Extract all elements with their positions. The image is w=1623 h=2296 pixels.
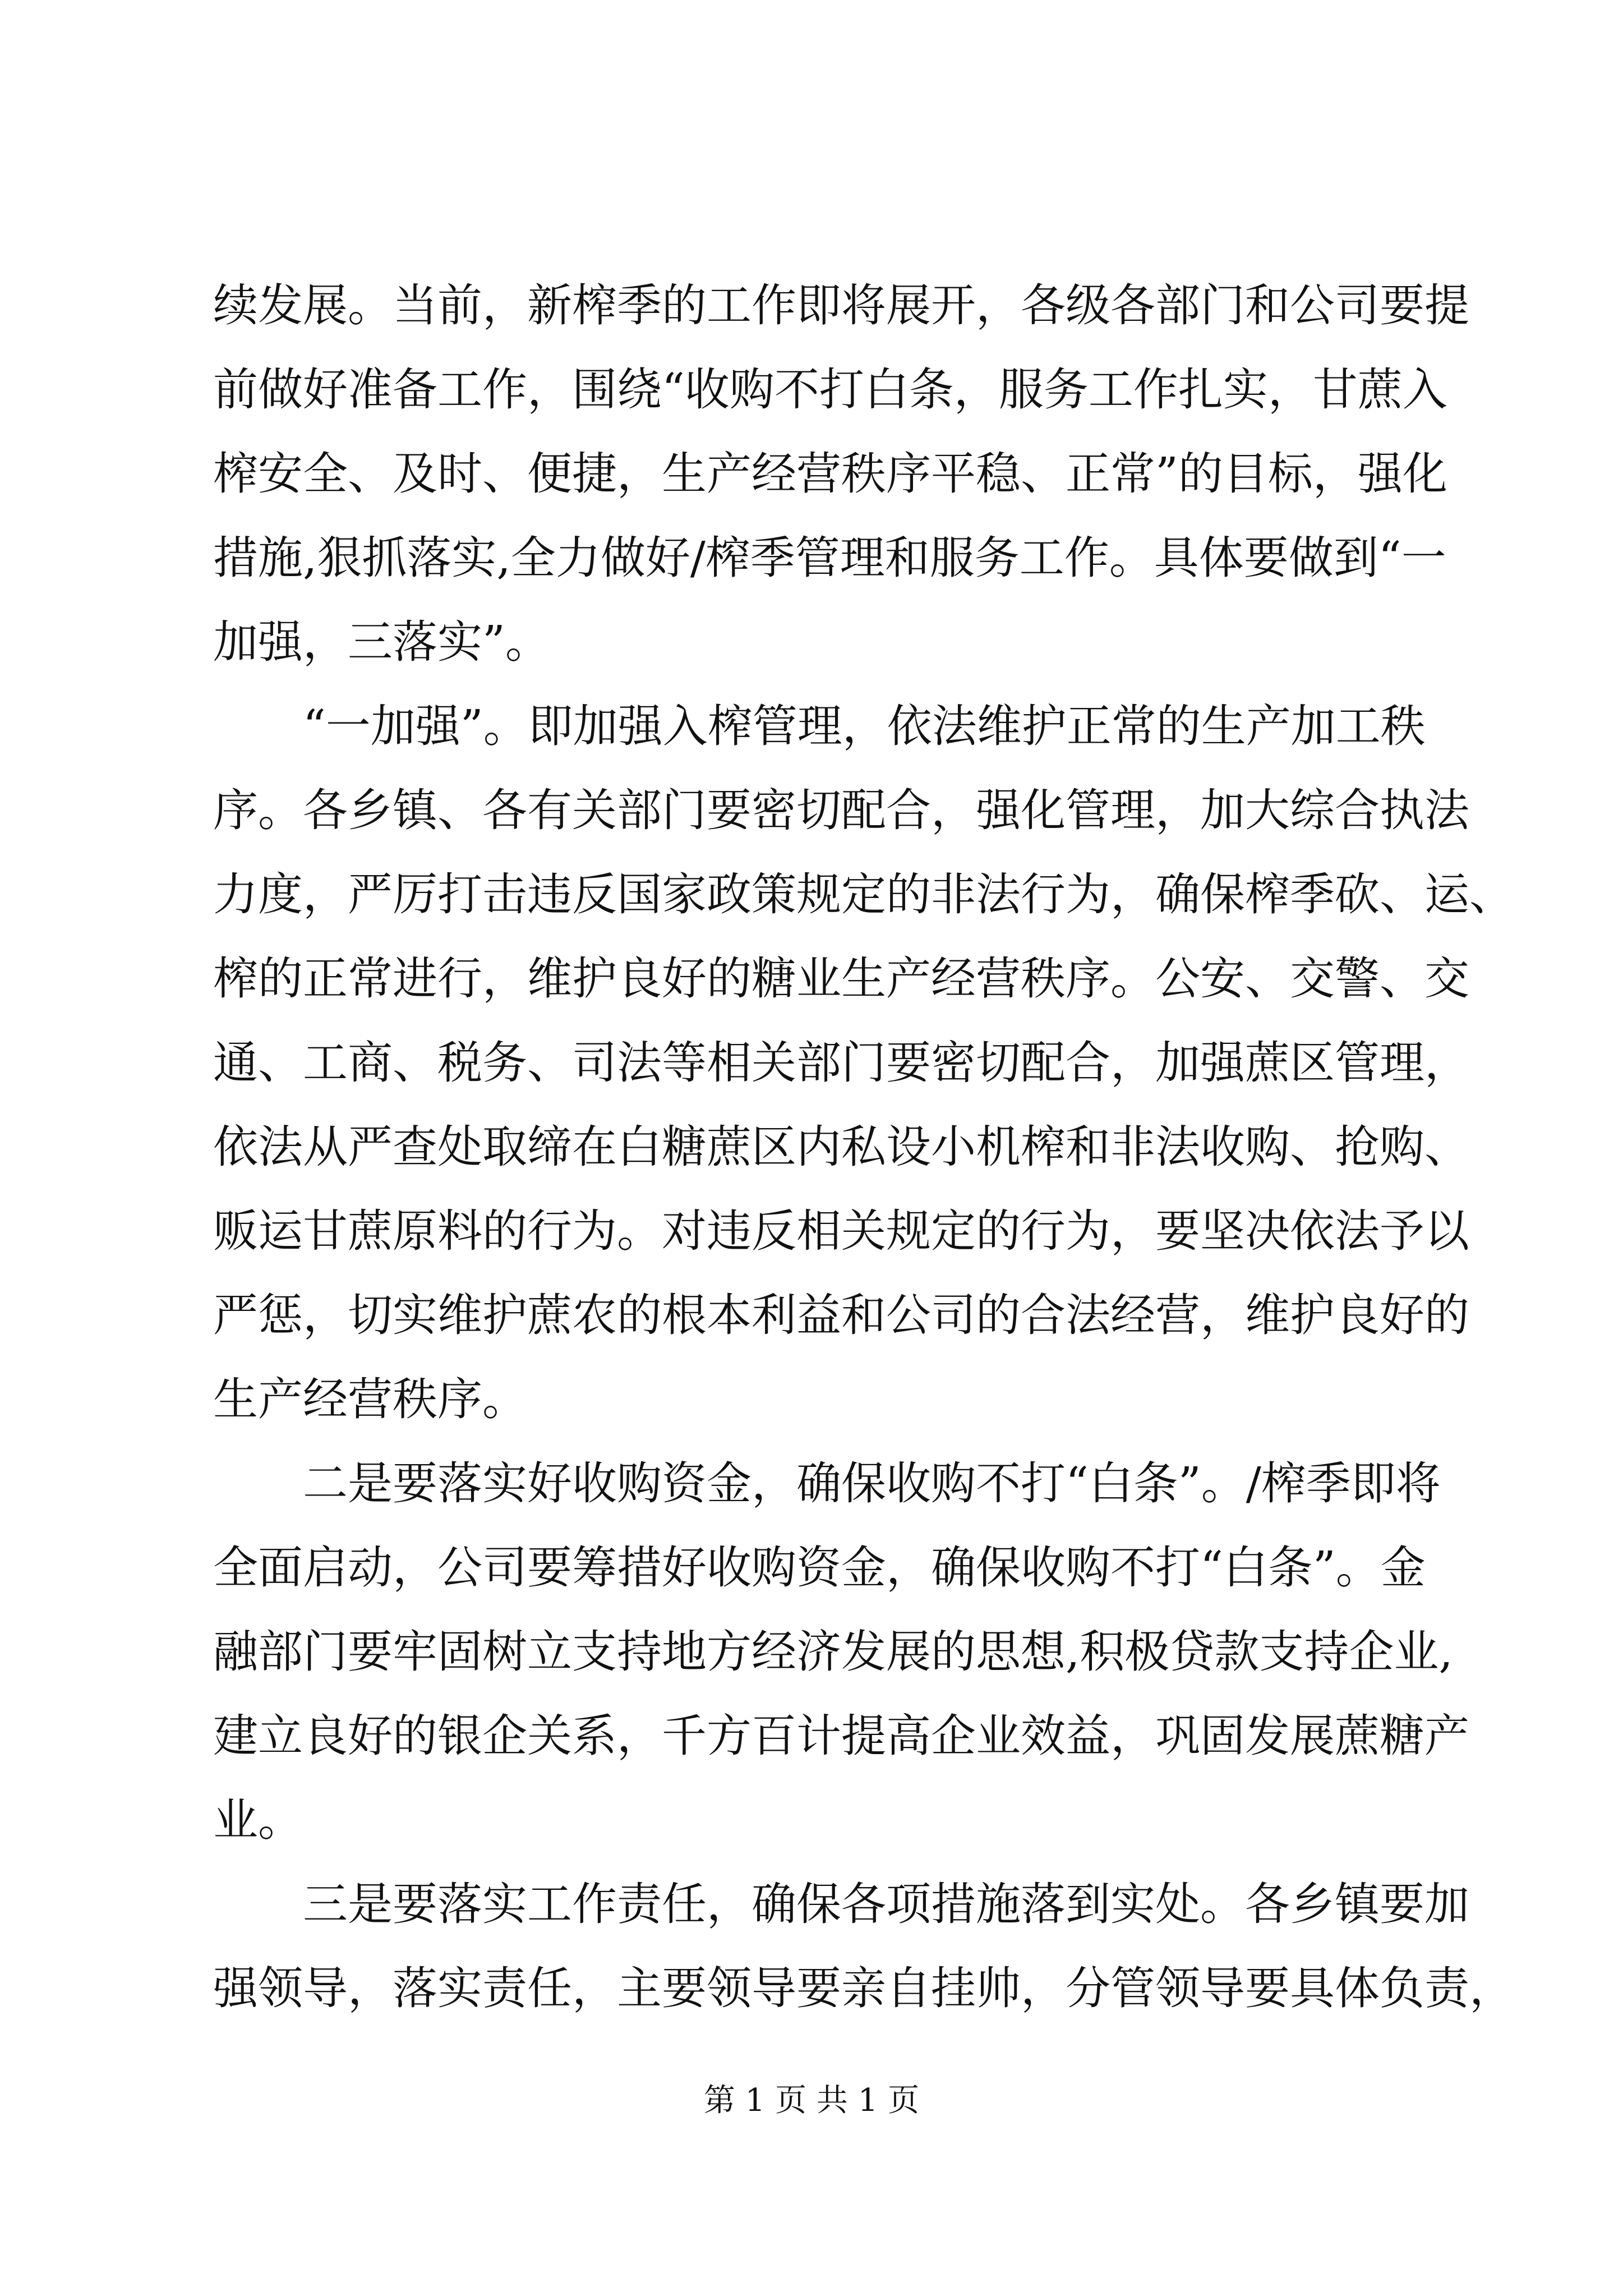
- text-line: 三是要落实工作责任，确保各项措施落到实处。各乡镇要加: [303, 1878, 1469, 1930]
- text-line: 榨的正常进行，维护良好的糖业生产经营秩序。公安、交警、交: [213, 953, 1469, 1005]
- text-line: “一加强”。即加强入榨管理，依法维护正常的生产加工秩: [303, 700, 1426, 752]
- text-line: 序。各乡镇、各有关部门要密切配合，强化管理，加大综合执法: [213, 784, 1469, 836]
- text-line: 二是要落实好收购资金，确保收购不打“白条”。/榨季即将: [303, 1457, 1441, 1510]
- text-line: 榨安全、及时、便捷，生产经营秩序平稳、正常”的目标，强化: [213, 448, 1447, 500]
- page-footer: 第 1 页 共 1 页: [703, 2082, 920, 2119]
- text-line: 强领导，落实责任，主要领导要亲自挂帅，分管领导要具体负责，: [213, 1962, 1514, 2014]
- text-line: 严惩，切实维护蔗农的根本利益和公司的合法经营，维护良好的: [213, 1289, 1469, 1341]
- text-line: 加强，三落实”。: [213, 616, 550, 668]
- text-line: 续发展。当前，新榨季的工作即将展开，各级各部门和公司要提: [213, 279, 1469, 332]
- text-line: 融部门要牢固树立支持地方经济发展的思想,积极贷款支持企业,: [213, 1626, 1453, 1678]
- text-line: 通、工商、税务、司法等相关部门要密切配合，加强蔗区管理，: [213, 1037, 1469, 1089]
- text-line: 全面启动，公司要筹措好收购资金，确保收购不打“白条”。金: [213, 1542, 1426, 1594]
- text-line: 前做好准备工作，围绕“收购不打白条，服务工作扎实，甘蔗入: [213, 364, 1447, 416]
- document-body: [213, 264, 1514, 2031]
- text-line: 生产经营秩序。: [213, 1373, 527, 1425]
- text-line: 依法从严查处取缔在白糖蔗区内私设小机榨和非法收购、抢购、: [213, 1121, 1469, 1173]
- text-line: 建立良好的银企关系，千方百计提高企业效益，巩固发展蔗糖产: [213, 1710, 1469, 1762]
- text-line: 业。: [213, 1794, 303, 1846]
- text-line: 贩运甘蔗原料的行为。对违反相关规定的行为，要坚决依法予以: [213, 1205, 1469, 1257]
- text-line: 力度，严厉打击违反国家政策规定的非法行为，确保榨季砍、运、: [213, 868, 1514, 921]
- text-line: 措施,狠抓落实,全力做好/榨季管理和服务工作。具体要做到“一: [213, 532, 1446, 584]
